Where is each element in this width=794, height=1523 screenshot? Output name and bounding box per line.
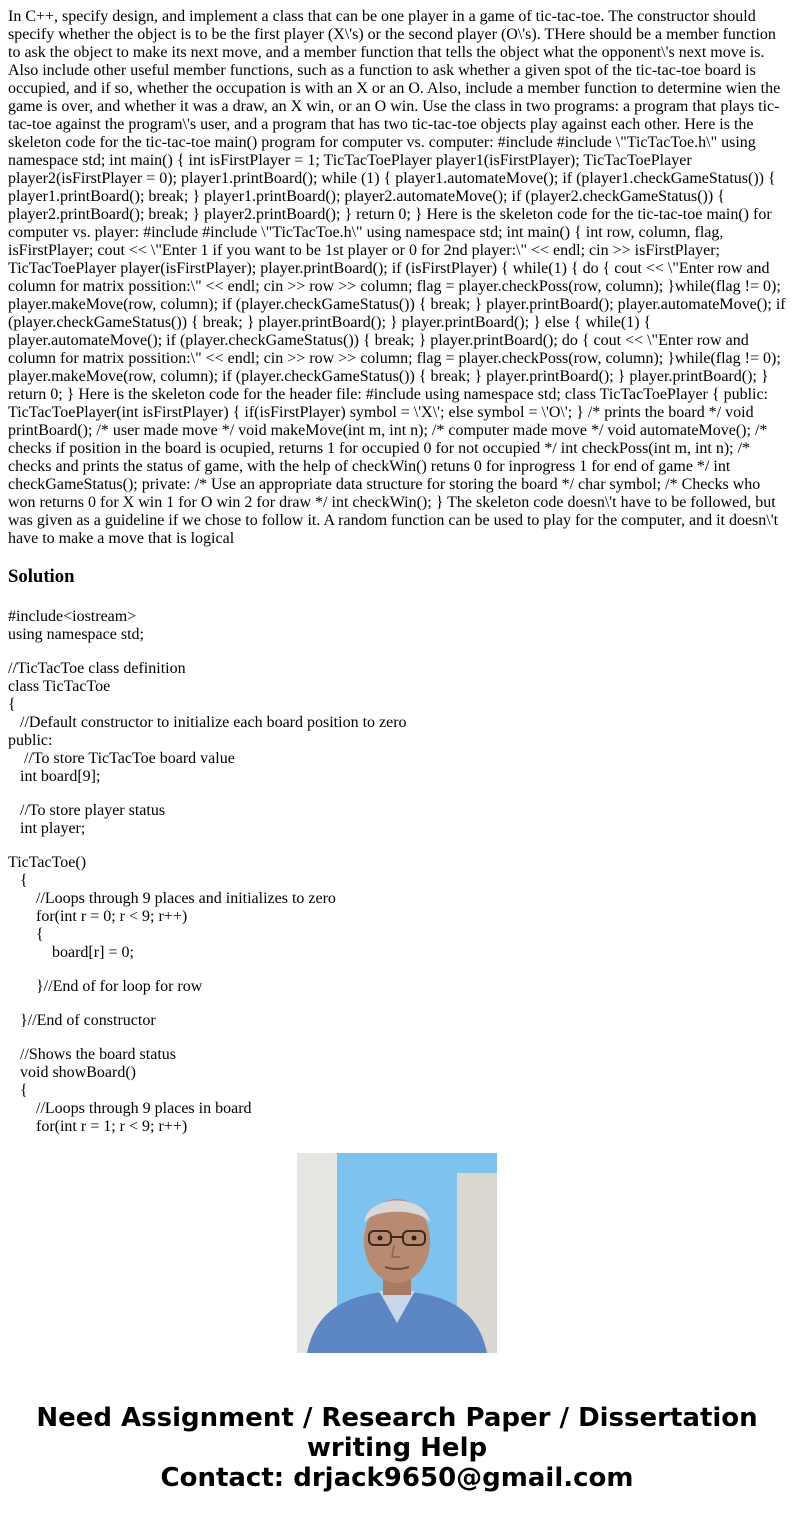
code-line: //Loops through 9 places in board [8,1100,252,1117]
code-line: { [8,872,28,889]
solution-heading: Solution [8,566,75,587]
code-line: //To store player status [8,802,166,819]
code-line [8,996,786,1012]
code-line [8,962,786,978]
code-line: int board[9]; [8,768,101,785]
code-line: { [8,1082,28,1099]
code-line: //Default constructor to initialize each board position to zero [8,714,407,731]
question-text: In C++, specify design, and implement a class that can be one player in a game of tic-tac-toe. The constructor should specify whether the object is to be the first player (X\'s) or the second player (O\'s). THere should be a member function to ask the object to make its next move, and a member function that tells the object what the opponent\'s next move is. Also include other useful member functions, such as a function to ask whether a given spot of the tic-tac-toe board is occupied, and if so, whether the occupation is with an X or an O. Also, include a member function to determine wien the game is over, and whether it was a draw, an X win, or an O win. Use the class in two programs: a program that plays tic-tac-toe against the program\'s user, and a program that has two tic-tac-toe objects play against each other. Here is the skeleton code for the tic-tac-toe main() program for computer vs. computer: #include #include \"TicTacToe.h\" using namespace std; int main() { int isFirstPlayer = 1; TicTacToePlayer player1(isFirstPlayer); TicTacToePlayer player2(isFirstPlayer = 0); player1.printBoard(); while (1) { player1.automateMove(); if (player1.checkGameStatus()) { player1.printBoard(); break; } player1.printBoard(); player2.automateMove(); if (player2.checkGameStatus()) { player2.printBoard(); break; } player2.printBoard(); } return 0; } Here is the skeleton code for the tic-tac-toe main() for computer vs. player: #include #include \"TicTacToe.h\" using namespace std; int main() { int row, column, flag, isFirstPlayer; cout << \"Enter 1 if you want to be 1st player or 0 for 2nd player:\" << endl; cin >> isFirstPlayer; TicTacToePlayer player(isFirstPlayer); player.printBoard(); if (isFirstPlayer) { while(1) { do { cout << \"Enter row and column for matrix possition:\" << endl; cin >> row >> column; flag = player.checkPoss(row, column); }while(flag != 0); player.makeMove(row, column); if (player.checkGameStatus()) { break; } player.printBoard(); player.automateMove(); if (player.checkGameStatus()) { break; } player.printBoard(); } player.printBoard(); } else { while(1) { player.automateMove(); if (player.checkGameStatus()) { break; } player.printBoard(); do { cout << \"Enter row and column for matrix possition:\" << endl; cin >> row >> column; flag = player.checkPoss(row, column); }while(flag != 0); player.makeMove(row, column); if (player.checkGameStatus()) { break; } player.printBoard(); } player.printBoard(); } return 0; } Here is the skeleton code for the header file: #include using namespace std; class TicTacToePlayer { public: TicTacToePlayer(int isFirstPlayer) { if(isFirstPlayer) symbol = \'X\'; else symbol = \'O\'; } /* prints the board */ void printBoard(); /* user made move */ void makeMove(int m, int n); /* computer made move */ void automateMove(); /* checks if position in the board is ocupied, returns 1 for occupied 0 for not occupied */ int checkPoss(int m, int n); /* checks and prints the status of game, with the help of checkWin() retuns 0 for inprogress 1 for end of game */ int checkGameStatus(); private: /* Use an appropriate data structure for storing the board */ char symbol; /* Checks who won returns 0 for X win 1 for O win 2 for draw */ int checkWin(); } The skeleton code doesn\'t have to be followed, but was given as a guideline if we chose to follow it. A random function can be used to play for the computer, and it doesn\'t have to make a move that is logical [8,8,786,547]
code-line: }//End of constructor [8,1012,156,1029]
code-line: //TicTacToe class definition [8,660,186,677]
code-line: board[r] = 0; [8,944,134,961]
code-line [8,786,786,802]
code-line: { [8,696,16,713]
code-line: int player; [8,820,86,837]
code-line: #include<iostream> [8,608,137,625]
author-photo-icon [297,1153,497,1353]
code-line: for(int r = 0; r < 9; r++) [8,908,188,925]
code-line: for(int r = 1; r < 9; r++) [8,1118,188,1135]
solution-code [8,608,786,1135]
promo-line-2: writing Help [306,1433,488,1463]
code-line: //Loops through 9 places and initializes to zero [8,890,336,907]
promo-line-1: Need Assignment / Research Paper / Dissertation [36,1403,758,1433]
code-line: void showBoard() [8,1064,136,1081]
promo-contact: Contact: drjack9650@gmail.com [160,1463,634,1493]
code-line: { [8,926,44,943]
code-line: TicTacToe() [8,854,87,871]
code-line: class TicTacToe [8,678,111,695]
code-line [8,838,786,854]
code-line [8,644,786,660]
code-line: using namespace std; [8,626,144,643]
code-line: public: [8,732,53,749]
code-line [8,1030,786,1046]
code-line: }//End of for loop for row [8,978,203,995]
author-avatar [297,1153,497,1353]
code-line: //To store TicTacToe board value [8,750,235,767]
code-line: //Shows the board status [8,1046,176,1063]
promo-banner [0,1403,794,1493]
